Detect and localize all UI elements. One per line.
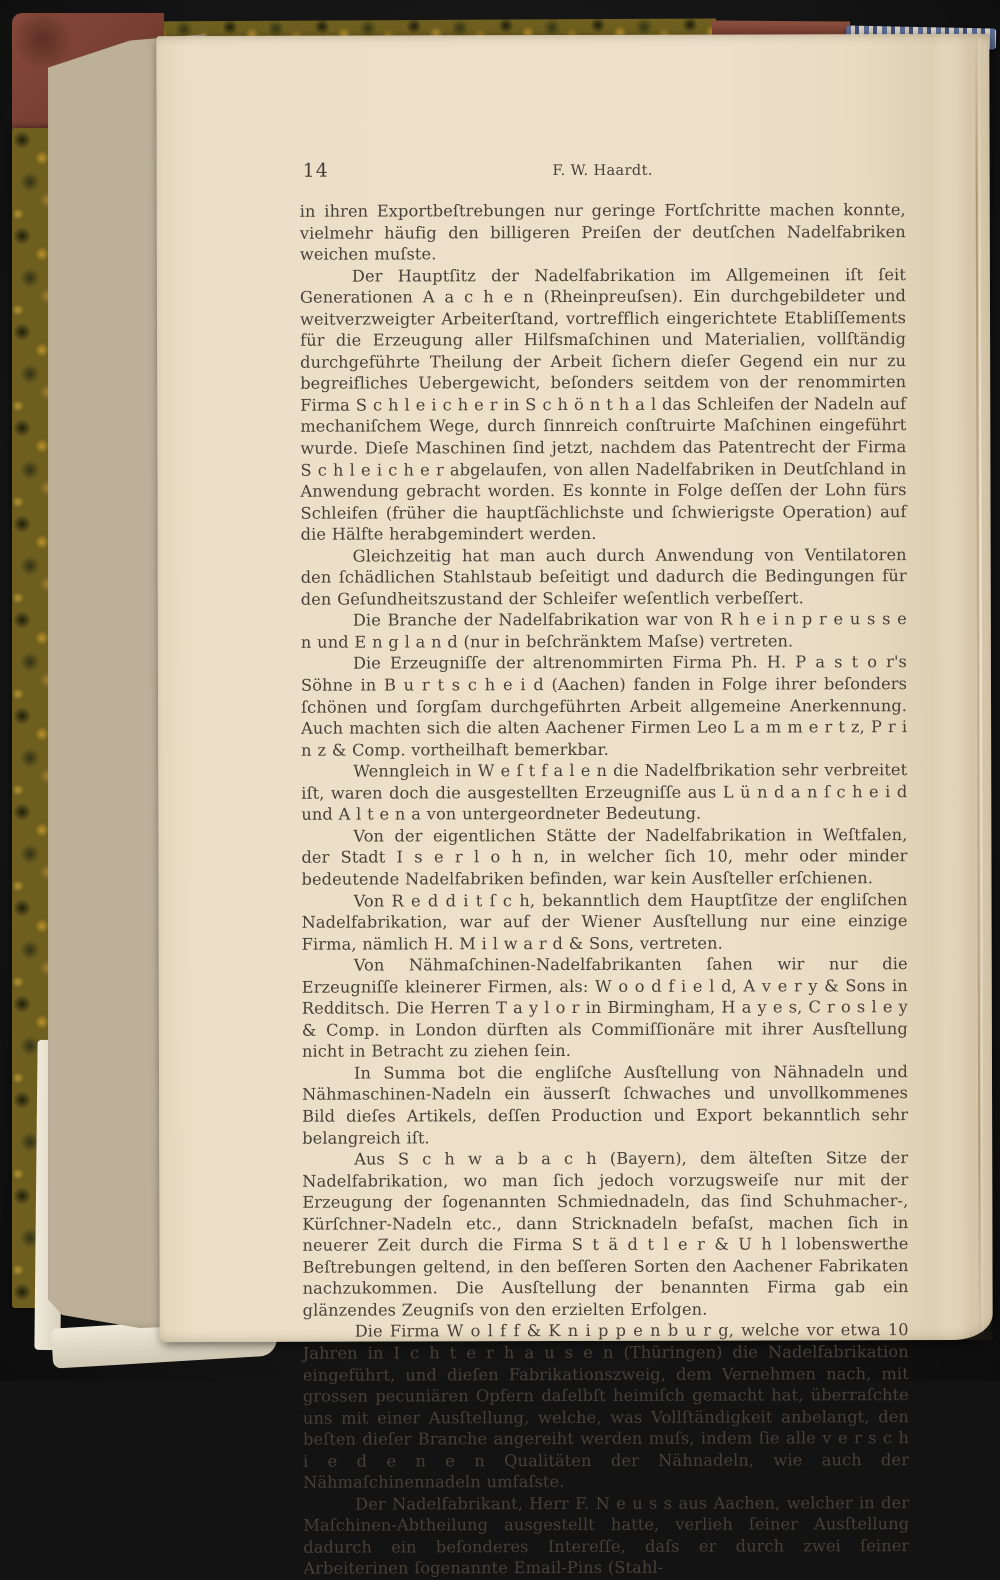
paragraph: Der Nadelfabrikant, Herr F. N e u s s aus Aachen, welcher in der Maſchinen-Abtheilung ausgestellt hatte, verlieh ſeiner Ausſtellung dadurch ein beſonderes Intereſſe, daſs er durch zwei ſeiner Arbeiterinen ſogenannte Email-Pins (Stahl- xyxy=(303,1492,910,1579)
paragraph: Die Erzeugniſſe der altrenommirten Firma Ph. H. P a s t o r's Söhne in B u r t s c h e i d (Aachen) fanden in Folge ihrer beſonders ſchönen und ſorgſam durchgeführten Arbeit allgemeine Anerkennung. Auch machten sich die alten Aachener Firmen Leo L a m m e r t z, P r i n z & Comp. vortheilhaft bemerkbar. xyxy=(300,652,908,760)
book-page xyxy=(156,34,992,1579)
page-header xyxy=(300,158,906,186)
paragraph: Von Nähmaſchinen-Nadelfabrikanten ſahen wir nur die Erzeugniſſe kleinerer Firmen, als: W o o d f i e l d, A v e r y & Sons in Redditsch. Die Herren T a y l o r in Birmingham, H a y e s, C r o s l e y & Comp. in London dürften als Commiſſionäre mit ihrer Ausſtellung nicht in Betracht zu ziehen ſein. xyxy=(301,954,908,1062)
paragraph: Die Branche der Nadelfabrikation war von R h e i n p r e u s s e n und E n g l a n d (nur in beſchränktem Maſse) vertreten. xyxy=(300,609,907,652)
gutter-shadow xyxy=(943,34,992,1340)
running-header: F. W. Haardt. xyxy=(552,162,653,180)
paragraph: Wenngleich in W e ſ t f a l e n die Nadelfbrikation sehr verbreitet iſt, waren doch die ausgestellten Erzeugniſſe aus L ü n d a n ſ c h e i d und A l t e n a von untergeordneter Bedeutung. xyxy=(301,760,908,825)
paragraph: Von R e d d i t ſ c h, bekanntlich dem Hauptſitze der engliſchen Nadelfabrikation, war auf der Wiener Ausſtellung nur eine einzige Firma, nämlich H. M i l w a r d & Sons, vertreten. xyxy=(301,889,908,954)
paragraph: in ihren Exportbeſtrebungen nur geringe Fortſchritte machen konnte, vielmehr häufig den billigeren Preiſen der deutſchen Nadelfabriken weichen muſste. xyxy=(299,200,906,264)
paragraph: Von der eigentlichen Stätte der Nadelfabrikation in Weſtfalen, der Stadt I s e r l o h n, in welcher ſich 10, mehr oder minder bedeutende Nadelfabriken befinden, war kein Ausſteller erſchienen. xyxy=(301,824,908,889)
page-number: 14 xyxy=(302,159,329,182)
paragraph: Aus S c h w a b a c h (Bayern), dem älteſten Sitze der Nadelfabrikation, wo man ſich jedoch vorzugsweiſe nur mit der Erzeugung der ſogenannten Schmiednadeln, das ſind Schuhmacher-, Kürſchner-Nadeln etc., dann Stricknadeln befaſst, machen ſich in neuerer Zeit durch die Firma S t ä d t l e r & U h l lobenswerthe Beſtrebungen geltend, in den beſſeren Sorten den Aachener Fabrikaten nachzukommen. Die Ausſtellung der benannten Firma gab ein glänzendes Zeugniſs von den erzielten Erfolgen. xyxy=(302,1148,909,1320)
paragraph: Der Hauptſitz der Nadelfabrikation im Allgemeinen iſt ſeit Generationen A a c h e n (Rheinpreuſsen). Ein durchgebildeter und weitverzweigter Arbeiterſtand, vortrefflich eingerichtete Etabliſſements für die Erzeugung aller Hilfsmaſchinen und Materialien, vollſtändig durchgeführte Theilung der Arbeit ſichern dieſer Gegend ein nur zu begreifliches Uebergewicht, beſonders seitdem von der renommirten Firma S c h l e i c h e r in S c h ö n t h a l das Schleifen der Nadeln auf mechaniſchem Wege, durch ſinnreich conſtruirte Maſchinen eingeführt wurde. Dieſe Maschinen ſind jetzt, nachdem das Patentrecht der Firma S c h l e i c h e r abgelaufen, von allen Nadelfabriken in Deutſchland in Anwendung gebracht worden. Es konnte in Folge deſſen der Lohn fürs Schleifen (früher die hauptſächlichste und ſchwierigste Operation) auf die Hälfte herabgemindert werden. xyxy=(299,264,907,544)
page-content xyxy=(300,158,910,1580)
paragraph: Gleichzeitig hat man auch durch Anwendung von Ventilatoren den ſchädlichen Stahlstaub beſeitigt und dadurch die Bedingungen für den Geſundheitszustand der Schleifer weſentlich verbeſſert. xyxy=(300,544,907,609)
paragraph: In Summa bot die engliſche Ausſtellung von Nähnadeln und Nähmaschinen-Nadeln ein äusserſt ſchwaches und unvollkommenes Bild dieſes Artikels, deſſen Production und Export bekanntlich sehr belangreich iſt. xyxy=(302,1062,909,1148)
paragraph: Die Firma W o l f f & K n i p p e n b u r g, welche vor etwa 10 Jahren in I c h t e r h a u s e n (Thüringen) die Nadelfabrikation eingeführt, und dieſen Fabrikationszweig, dem Vernehmen nach, mit grossen pecuniären Opfern daſelbſt heimiſch gemacht hat, überraſchte uns mit einer Ausſtellung, welche, was Vollſtändigkeit anbelangt, den beſten dieſer Branche angereiht werden muſs, indem ſie alle v e r s c h i e d e n e n Qualitäten der Nähnadeln, wie auch der Nähmaſchinennadeln umfaſste. xyxy=(302,1320,910,1492)
body-text xyxy=(300,199,910,1580)
